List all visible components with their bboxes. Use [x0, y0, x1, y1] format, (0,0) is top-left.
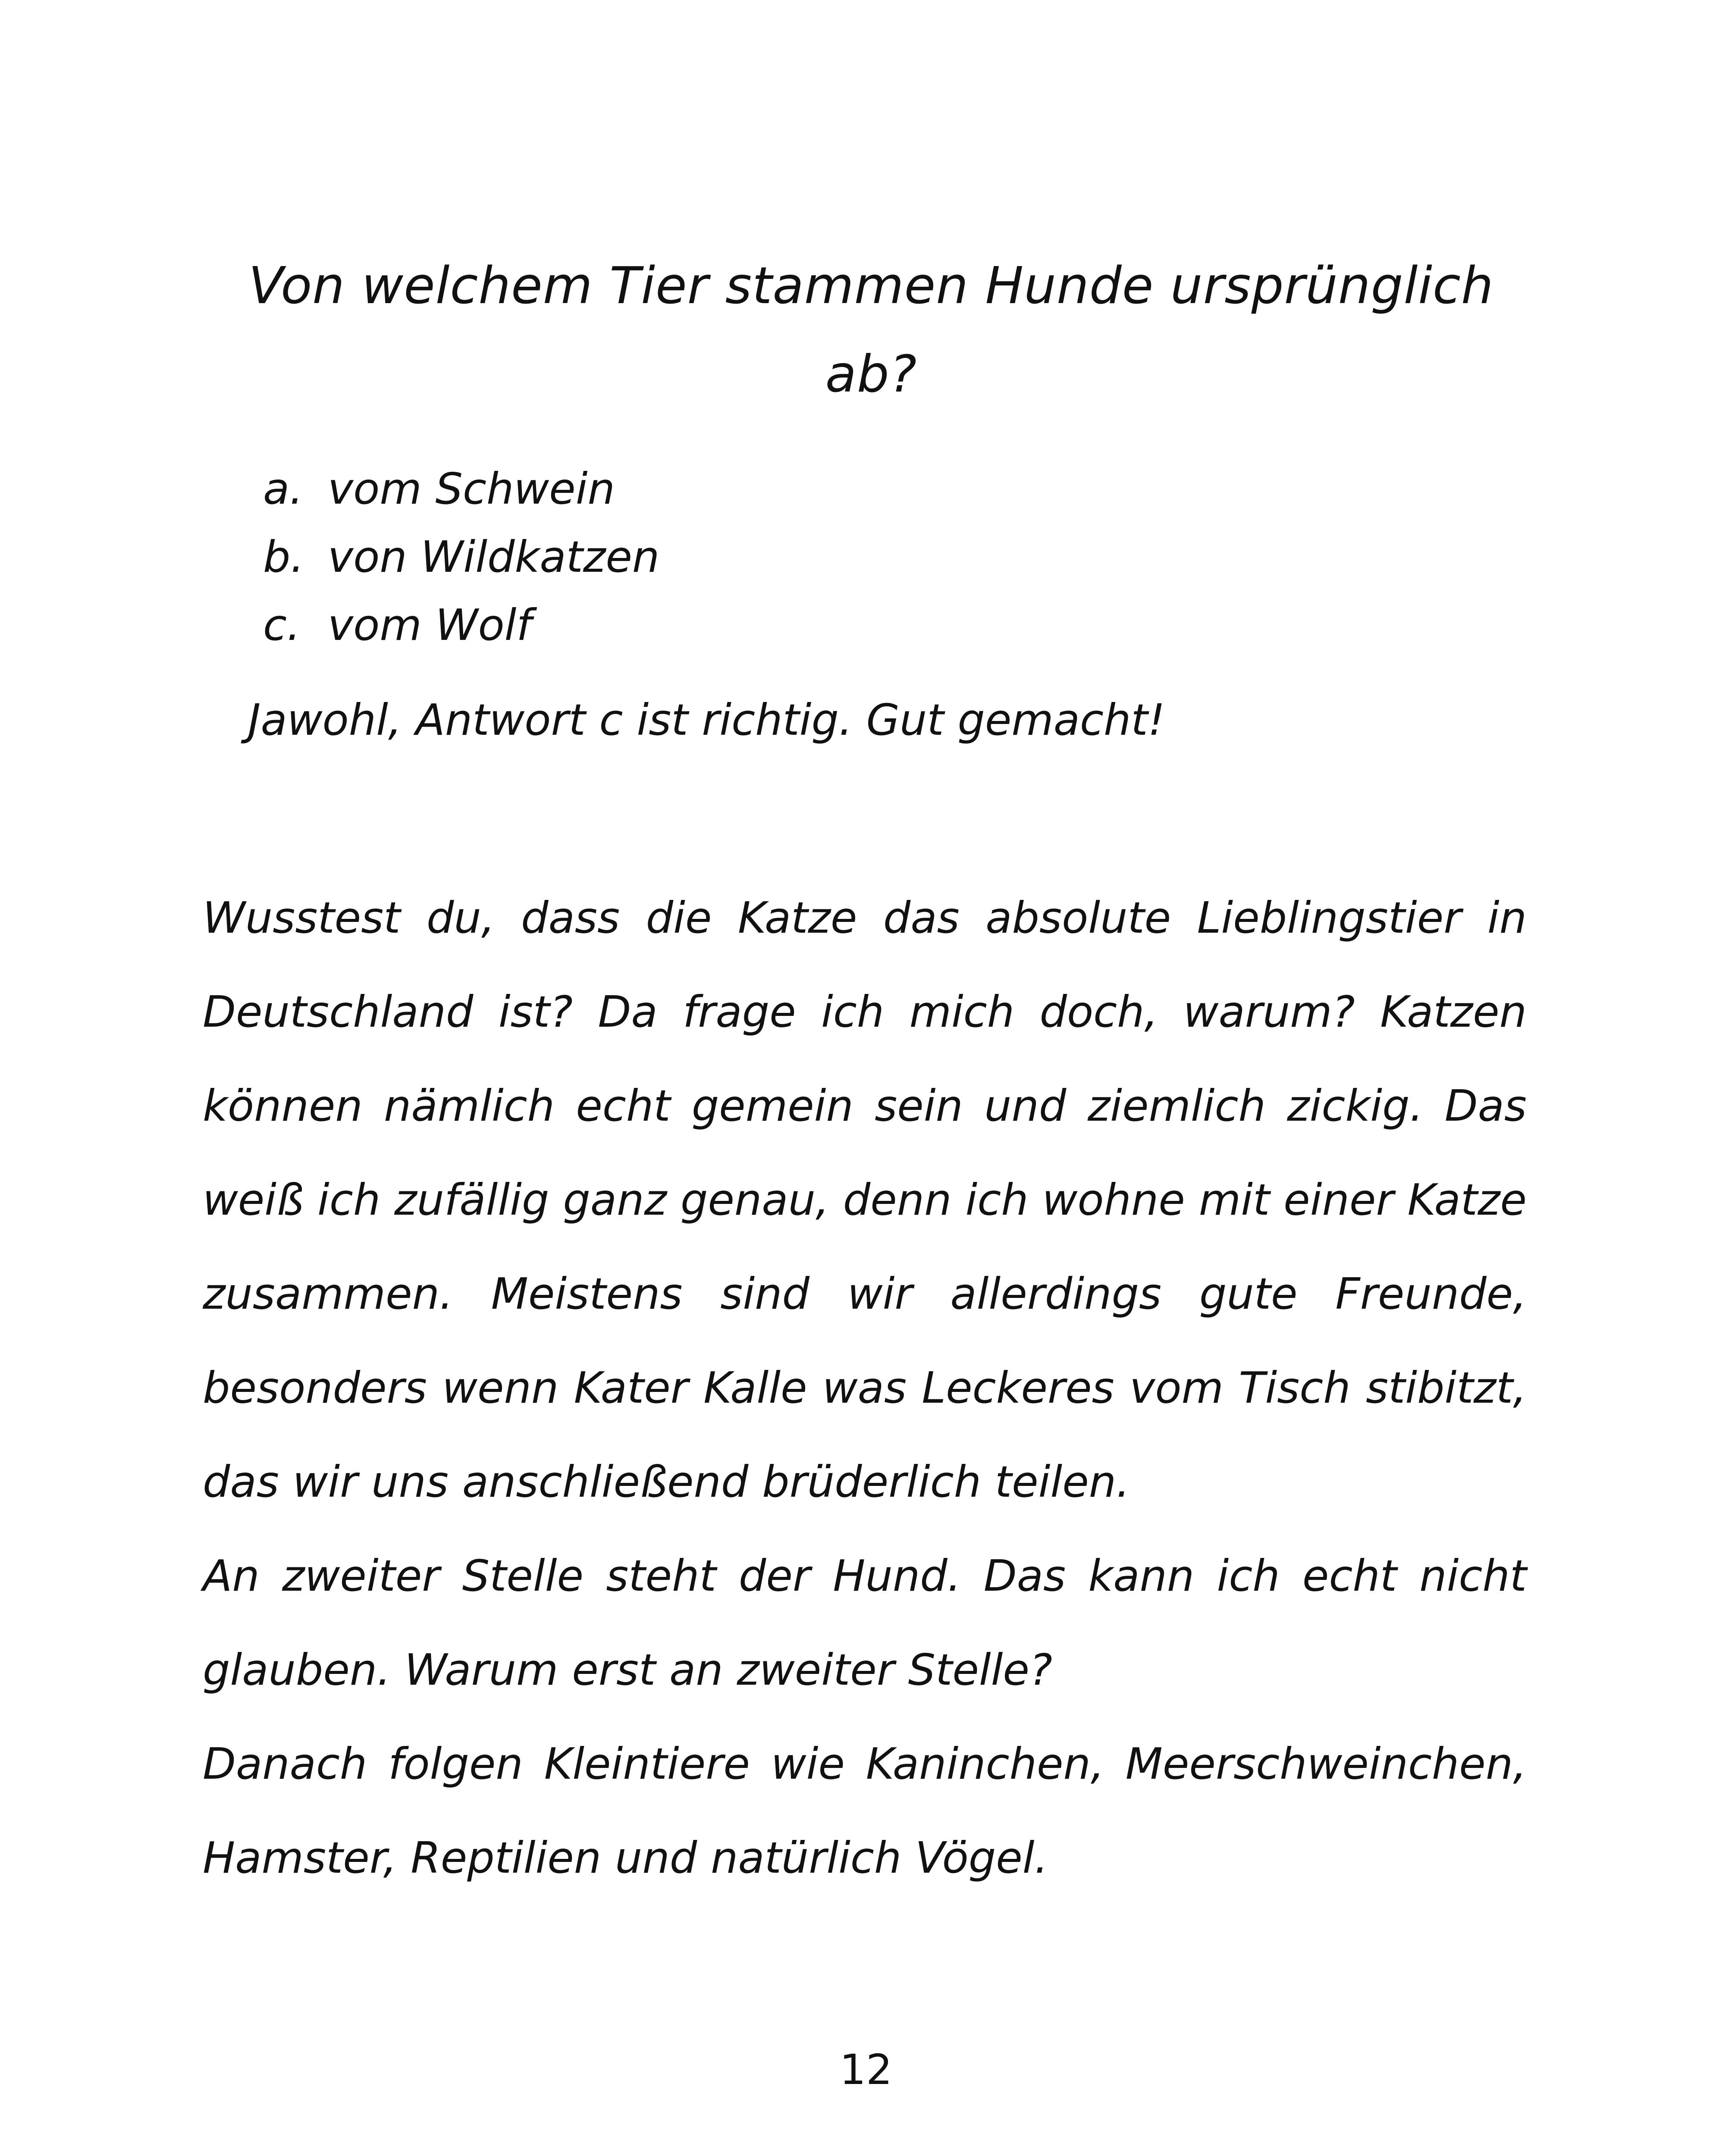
option-text: vom Schwein [328, 464, 615, 514]
option-text: von Wildkatzen [328, 532, 660, 582]
answer-option-b [263, 523, 659, 591]
option-text: vom Wolf [328, 600, 532, 650]
quiz-question: Von welchem Tier stammen Hunde ursprünglich ab? [248, 256, 1494, 404]
option-letter: a. [263, 464, 304, 514]
answer-options [263, 455, 659, 659]
option-letter: b. [263, 532, 304, 582]
paragraph-small-animals: Danach folgen Kleintiere wie Kaninchen, Meerschweinchen, Hamster, Reptilien und natürlich Vögel. [203, 1739, 1527, 1883]
page-number: 12 [839, 2046, 893, 2094]
body-text [203, 871, 1527, 1905]
paragraph-cats: Wusstest du, dass die Katze das absolute Lieblingstier in Deutschland ist? Da frage ich mich doch, warum? Katzen können nämlich echt gemein sein und ziemlich zickig. Das weiß ich zufällig ganz genau, denn ich wohne mit einer Katze zusammen. Meistens sind wir allerdings gute Freunde, besonders wenn Kater Kalle was Leckeres vom Tisch stibitzt, das wir uns anschließend brüderlich teilen. [203, 893, 1527, 1507]
answer-option-a [263, 455, 659, 523]
answer-feedback: Jawohl, Antwort c ist richtig. Gut gemacht! [248, 695, 1165, 745]
answer-option-c [263, 591, 659, 659]
paragraph-dogs: An zweiter Stelle steht der Hund. Das kann ich echt nicht glauben. Warum erst an zweiter Stelle? [203, 1551, 1527, 1695]
option-letter: c. [263, 600, 301, 650]
